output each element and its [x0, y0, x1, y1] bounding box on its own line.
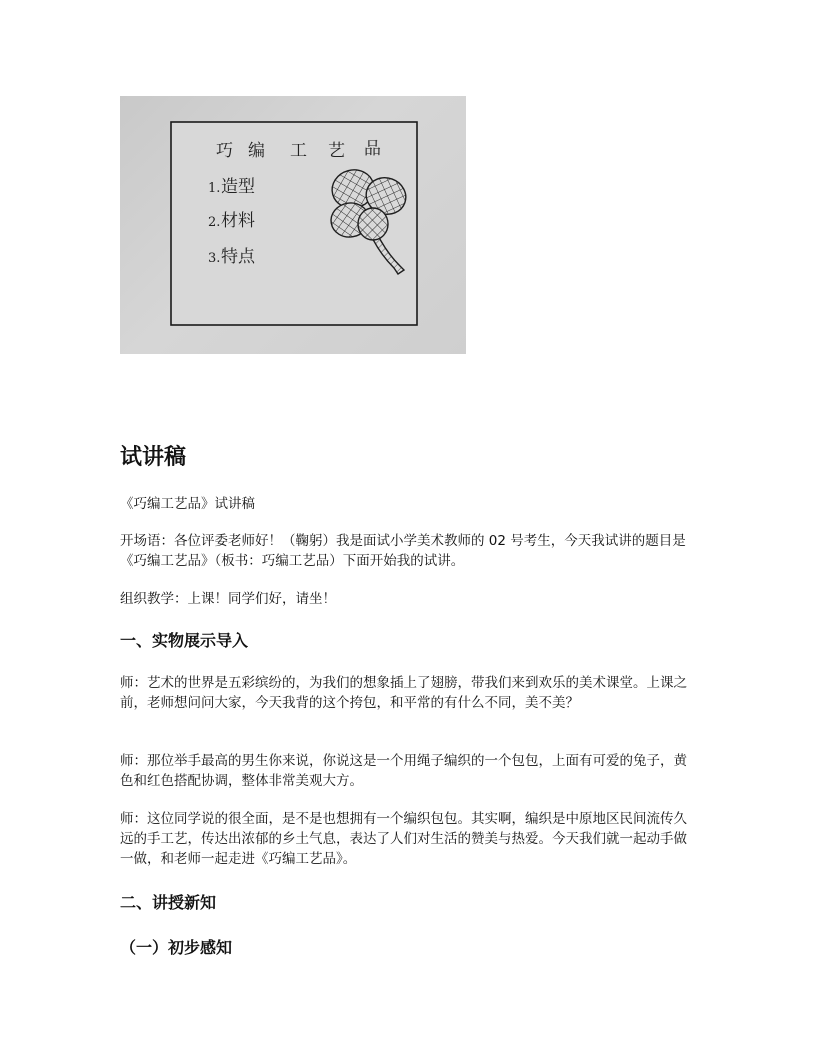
- photo-title-char: 编: [248, 141, 265, 161]
- opening-paragraph: 开场语：各位评委老师好！（鞠躬）我是面试小学美术教师的 02 号考生，今天我试讲的题目是《巧编工艺品》（板书：巧编工艺品）下面开始我的试讲。: [120, 533, 686, 569]
- photo-title-char: 工: [290, 141, 307, 161]
- section-heading: 二、讲授新知: [120, 893, 217, 912]
- list-item-text: 材料: [221, 211, 255, 231]
- page-title: 试讲稿: [120, 445, 187, 470]
- photo-title-char: 艺: [328, 141, 345, 161]
- section-heading: 一、实物展示导入: [120, 631, 249, 650]
- blackboard-photo: [120, 96, 466, 354]
- list-number: 3.: [208, 251, 221, 266]
- doc-subtitle: 《巧编工艺品》试讲稿: [120, 496, 255, 512]
- list-item-text: 造型: [221, 177, 255, 197]
- photo-title-char: 巧: [216, 141, 233, 161]
- list-number: 1.: [208, 181, 221, 196]
- body-paragraph: 师：艺术的世界是五彩缤纷的，为我们的想象插上了翅膀，带我们来到欢乐的美术课堂。上课之前，老师想问问大家，今天我背的这个挎包，和平常的有什么不同，美不美？: [120, 675, 687, 711]
- subsection-heading: （一）初步感知: [120, 938, 233, 957]
- organize-paragraph: 组织教学：上课！同学们好，请坐！: [120, 591, 336, 607]
- photo-title-char: 品: [364, 139, 381, 159]
- body-paragraph: 师：这位同学说的很全面，是不是也想拥有一个编织包包。其实啊，编织是中原地区民间流传久远的手工艺，传达出浓郁的乡土气息，表达了人们对生活的赞美与热爱。今天我们就一起动手做一做，和老师一起走进《巧编工艺品》。: [120, 811, 687, 867]
- body-paragraph: 师：那位举手最高的男生你来说，你说这是一个用绳子编织的一个包包，上面有可爱的兔子，黄色和红色搭配协调，整体非常美观大方。: [120, 753, 687, 789]
- list-number: 2.: [208, 215, 221, 230]
- list-item-text: 特点: [221, 247, 255, 267]
- blackboard-sketch: [120, 96, 466, 354]
